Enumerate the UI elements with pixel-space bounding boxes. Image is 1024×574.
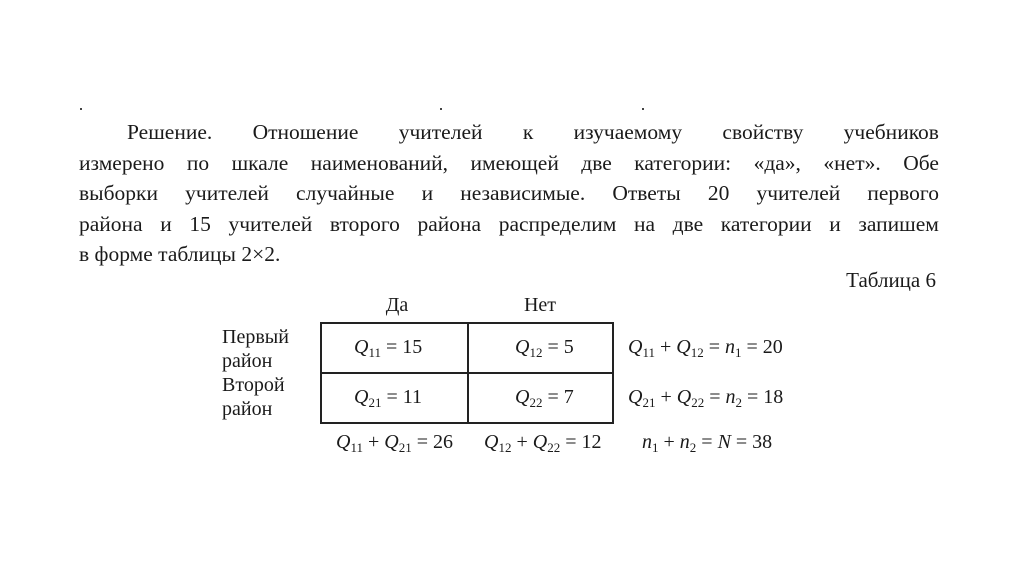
- row-label-first-district: [222, 325, 289, 373]
- var: N: [717, 431, 731, 453]
- word: Ответы: [612, 181, 681, 205]
- word: учителей: [228, 211, 313, 236]
- var: Q: [515, 336, 530, 358]
- col-header-yes: Да: [385, 294, 409, 316]
- contingency-table: [320, 322, 614, 424]
- value: = 15: [380, 336, 423, 358]
- value: = 11: [381, 386, 422, 408]
- subscript: 12: [529, 345, 543, 360]
- var: Q: [354, 386, 369, 408]
- word: и: [160, 211, 172, 236]
- subscript: 2: [735, 395, 742, 410]
- word: выборки: [79, 181, 158, 205]
- word: района: [79, 211, 143, 236]
- line-text: в форме таблицы 2×2.: [79, 242, 281, 266]
- subscript: 22: [547, 440, 561, 455]
- value: = 18: [741, 386, 784, 408]
- cell-q21: [354, 386, 422, 409]
- var: n: [725, 336, 735, 358]
- cell-q11: [354, 336, 422, 359]
- var: n: [642, 431, 652, 453]
- word: на: [634, 211, 656, 236]
- paragraph-line-4: [79, 209, 939, 240]
- solution-paragraph: [79, 117, 939, 270]
- value: = 20: [741, 336, 783, 358]
- word: учителей: [756, 181, 841, 205]
- word: категории: [720, 211, 812, 236]
- value: = 5: [542, 336, 574, 358]
- var: Q: [515, 386, 530, 408]
- subscript: 11: [368, 345, 381, 360]
- op: +: [655, 386, 677, 408]
- var: Q: [628, 336, 643, 358]
- word: к: [522, 120, 534, 144]
- op: +: [362, 431, 385, 453]
- word: распределим: [498, 211, 617, 236]
- op: =: [704, 386, 726, 408]
- word: измерено: [79, 150, 165, 175]
- var: Q: [336, 431, 351, 453]
- subscript: 12: [690, 345, 704, 360]
- var: Q: [384, 431, 399, 453]
- var: Q: [676, 386, 692, 408]
- word: Отношение: [252, 120, 359, 144]
- word: и: [829, 211, 841, 236]
- word: и: [421, 181, 434, 205]
- word: учителей: [185, 181, 269, 205]
- table-divider-horizontal: [322, 372, 612, 374]
- row-sum-second: [628, 386, 783, 409]
- value: = 26: [411, 431, 453, 453]
- word: случайные: [296, 181, 395, 205]
- word: 15: [189, 211, 211, 236]
- word: изучаемому: [573, 120, 683, 144]
- paragraph-line-5: [79, 239, 939, 270]
- row-label-line: район: [222, 398, 273, 420]
- cell-q12: [515, 336, 574, 359]
- subscript: 12: [498, 440, 512, 455]
- subscript: 11: [642, 345, 655, 360]
- word: имеющей: [470, 150, 559, 175]
- word: Решение.: [127, 120, 213, 144]
- var: n: [725, 386, 736, 408]
- var: n: [679, 431, 690, 453]
- var: Q: [628, 386, 643, 408]
- paragraph-line-1: [79, 117, 939, 148]
- subscript: 1: [652, 440, 659, 455]
- subscript: 11: [350, 440, 363, 455]
- word: наименований,: [310, 150, 449, 175]
- row-label-line: Первый: [222, 326, 289, 348]
- var: Q: [676, 336, 691, 358]
- col-sum-yes: [336, 431, 453, 454]
- cell-q22: [515, 386, 574, 409]
- row-label-line: Второй: [222, 374, 285, 396]
- word: свойству: [722, 120, 804, 144]
- word: по: [186, 150, 210, 175]
- word: 20: [707, 181, 730, 205]
- op: =: [703, 336, 725, 358]
- grand-total: [642, 431, 772, 454]
- word: учителей: [398, 120, 483, 144]
- table-caption: Таблица 6: [846, 268, 936, 292]
- row-label-second-district: [222, 373, 285, 421]
- paragraph-line-2: [79, 148, 939, 179]
- scan-dot: [642, 108, 644, 110]
- word: второго: [329, 211, 400, 236]
- word: запишем: [858, 211, 939, 236]
- subscript: 21: [642, 395, 656, 410]
- subscript: 21: [368, 395, 382, 410]
- word: независимые.: [460, 181, 586, 205]
- op: +: [654, 336, 677, 358]
- value: = 7: [542, 386, 574, 408]
- word: «нет».: [823, 150, 881, 175]
- word: шкале: [231, 150, 289, 175]
- word: категории:: [634, 150, 732, 175]
- paragraph-line-3: [79, 178, 939, 209]
- subscript: 22: [529, 395, 543, 410]
- op: +: [511, 431, 533, 453]
- word: первого: [867, 181, 939, 205]
- subscript: 21: [398, 440, 412, 455]
- var: Q: [484, 431, 499, 453]
- row-sum-first: [628, 336, 783, 359]
- word: «да»,: [753, 150, 801, 175]
- word: учебников: [843, 120, 939, 144]
- var: Q: [354, 336, 369, 358]
- op: +: [658, 431, 680, 453]
- value: = 12: [560, 431, 602, 453]
- row-label-line: район: [222, 350, 273, 372]
- col-sum-no: [484, 431, 601, 454]
- col-header-no: Нет: [523, 294, 557, 316]
- subscript: 22: [691, 395, 705, 410]
- word: две: [672, 211, 704, 236]
- word: района: [417, 211, 482, 236]
- scan-dot: [440, 108, 442, 110]
- value: = 38: [730, 431, 773, 453]
- op: =: [696, 431, 718, 453]
- var: Q: [532, 431, 548, 453]
- subscript: 2: [689, 440, 697, 455]
- word: Обе: [903, 150, 939, 175]
- subscript: 1: [735, 345, 742, 360]
- scan-dot: [80, 108, 82, 110]
- word: две: [581, 150, 612, 175]
